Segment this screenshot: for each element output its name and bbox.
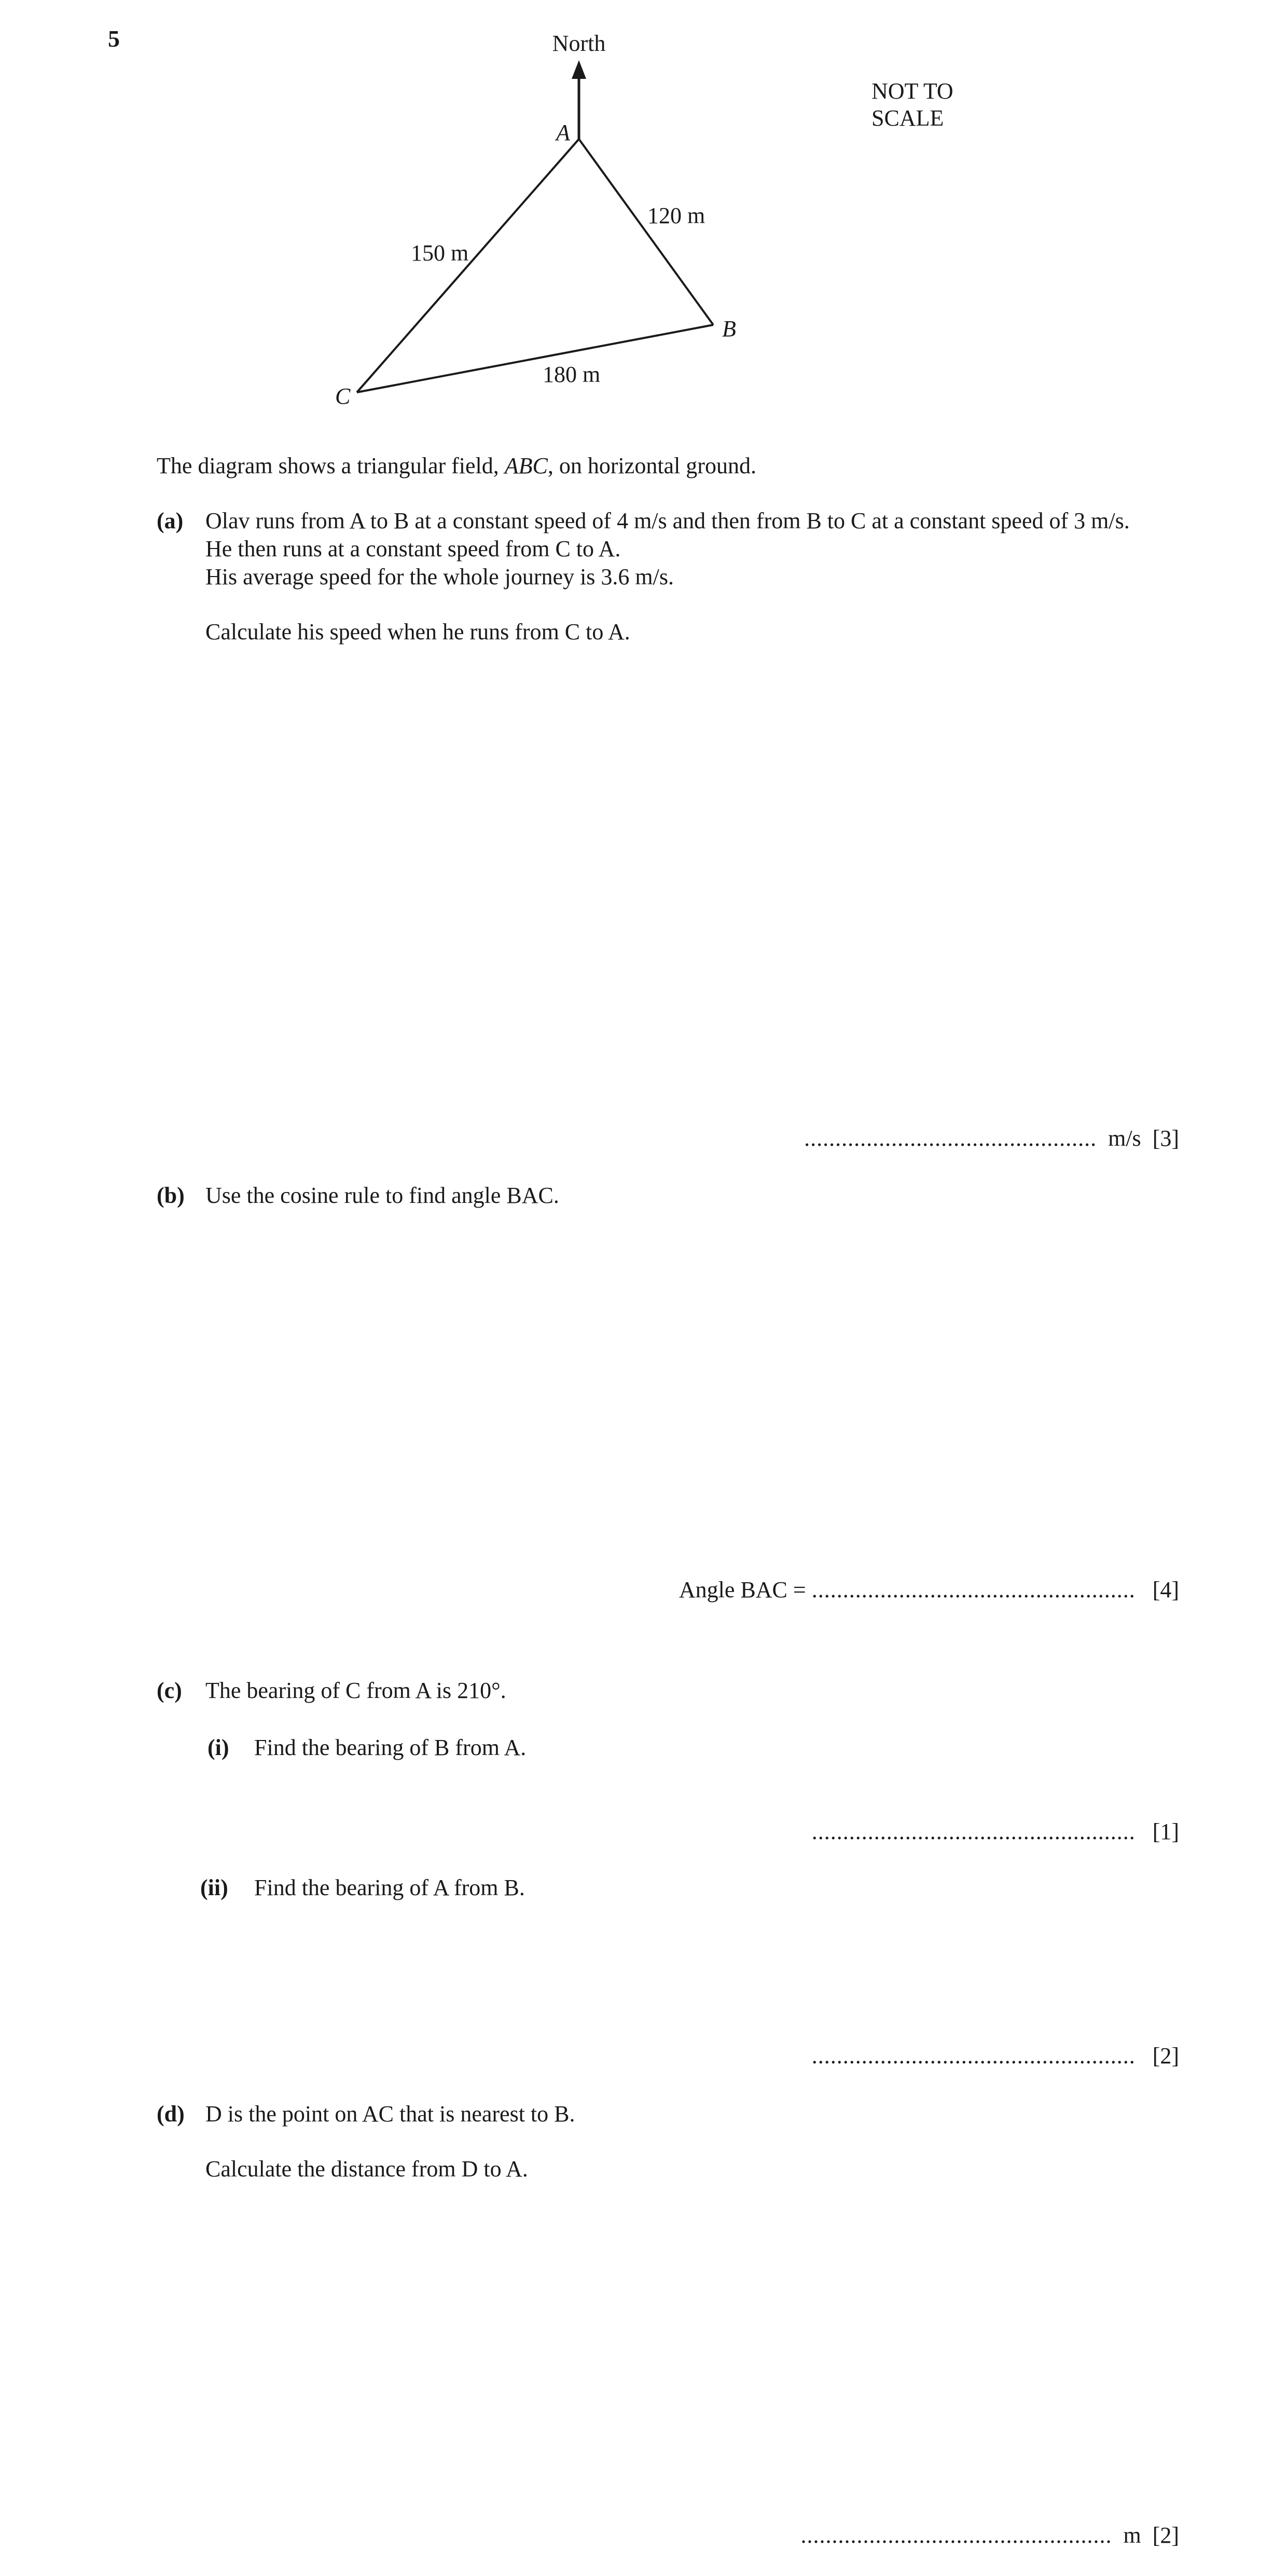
side-ac-length: 150 m — [411, 240, 469, 266]
answer-dots: ............................................... — [804, 1126, 1097, 1151]
part-a-line1: Olav runs from A to B at a constant speed of 4 m/s and then from B to C at a constant speed of 3 m/s. — [205, 508, 1130, 533]
part-b-answer-line — [679, 1577, 1179, 1604]
side-bc — [357, 325, 713, 392]
part-a-line2: He then runs at a constant speed from C to A. — [205, 536, 621, 561]
north-label: North — [552, 31, 606, 56]
side-ac — [357, 139, 579, 392]
side-ab-length: 120 m — [647, 203, 705, 228]
answer-dots: .................................................... — [811, 1819, 1136, 1844]
answer-dots: .................................................. — [800, 2523, 1112, 2548]
north-arrow-head — [572, 60, 586, 79]
triangle-diagram — [0, 0, 1287, 426]
intro-text: The diagram shows a triangular field, ABC, on horizontal ground. — [157, 453, 756, 478]
side-bc-length: 180 m — [543, 362, 601, 387]
marks: [3] — [1152, 1126, 1179, 1151]
part-a-label: (a) — [157, 508, 184, 533]
part-a-line3: His average speed for the whole journey is 3.6 m/s. — [205, 564, 674, 590]
part-c-i-answer-line — [812, 1818, 1179, 1845]
part-b-instruction: Use the cosine rule to find angle BAC. — [205, 1183, 559, 1208]
part-c-statement: The bearing of C from A is 210°. — [205, 1678, 506, 1703]
part-d-answer-line — [800, 2522, 1179, 2549]
answer-prefix: Angle BAC = — [679, 1577, 806, 1602]
marks: [2] — [1152, 2523, 1179, 2548]
part-c-ii-instruction: Find the bearing of A from B. — [254, 1875, 525, 1900]
answer-unit: m/s — [1108, 1126, 1141, 1151]
vertex-label-c: C — [335, 383, 351, 409]
question-number: 5 — [108, 25, 120, 52]
part-b-label: (b) — [157, 1183, 185, 1208]
part-c-ii-answer-line — [812, 2043, 1179, 2070]
marks: [1] — [1152, 1819, 1179, 1844]
side-ab — [579, 139, 713, 325]
part-d-instruction: Calculate the distance from D to A. — [205, 2156, 528, 2182]
scale-note: NOT TO SCALE — [871, 78, 953, 131]
marks: [2] — [1152, 2043, 1179, 2068]
part-c-ii-label: (ii) — [200, 1875, 228, 1900]
marks: [4] — [1152, 1577, 1179, 1602]
answer-unit: m — [1123, 2523, 1141, 2548]
answer-dots: .................................................... — [811, 2043, 1136, 2068]
vertex-label-b: B — [722, 316, 736, 341]
part-c-i-instruction: Find the bearing of B from A. — [254, 1735, 527, 1760]
part-a-instruction: Calculate his speed when he runs from C to A. — [205, 619, 630, 645]
part-a-answer-line — [804, 1125, 1179, 1152]
part-d-label: (d) — [157, 2101, 185, 2127]
vertex-label-a: A — [556, 120, 570, 145]
part-c-i-label: (i) — [207, 1735, 229, 1760]
part-c-label: (c) — [157, 1678, 182, 1703]
part-d-statement: D is the point on AC that is nearest to B. — [205, 2101, 575, 2127]
answer-dots: .................................................... — [811, 1577, 1136, 1602]
